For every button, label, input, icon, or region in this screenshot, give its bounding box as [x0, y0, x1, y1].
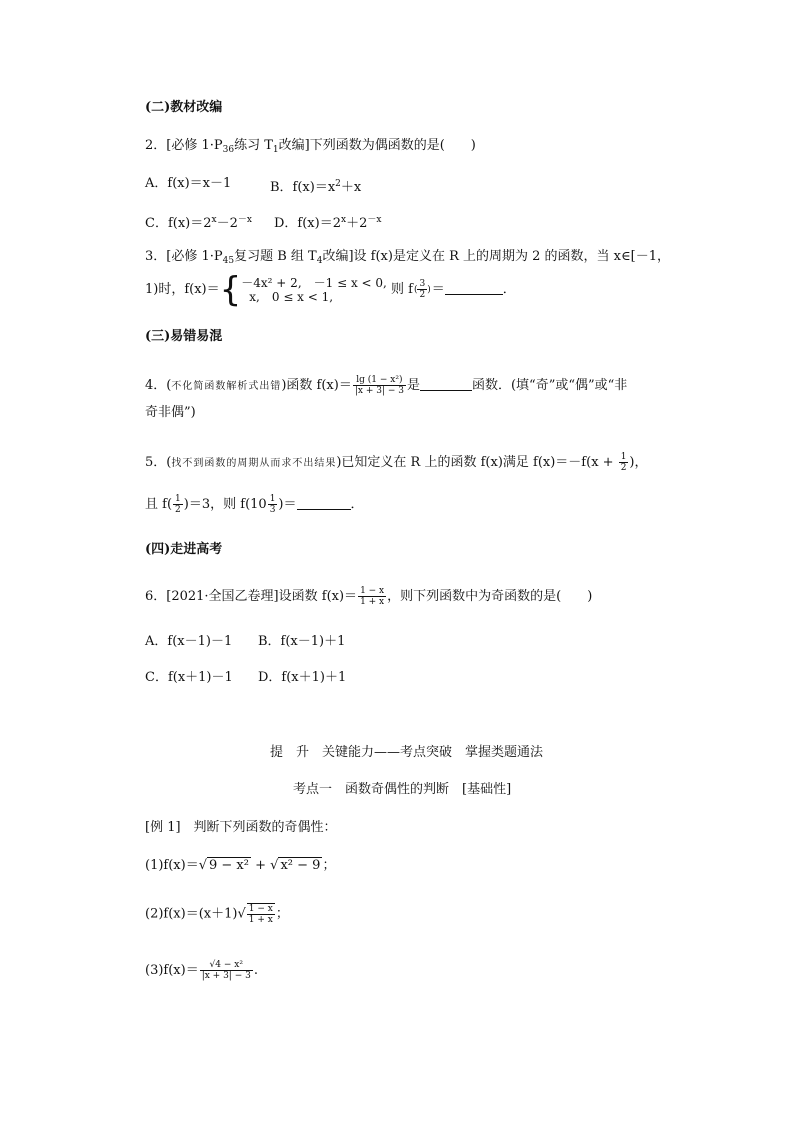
question-6-option-c: C．f(x＋1)－1	[145, 670, 233, 685]
question-2-option-a: A．f(x)＝x－1	[145, 176, 232, 191]
question-6-stem: 6．[2021·全国乙卷理]设函数 f(x)＝ $\frac{1 - x}{1 + x}$ ，则下列函数中为奇函数的是( )	[145, 586, 593, 607]
example-1-intro: [例 1] 判断下列函数的奇偶性：	[145, 820, 337, 835]
example-1-part-2: (2)f(x)＝(x＋1)√ $\frac{1 - x}{1 + x}$ ；	[145, 904, 289, 925]
question-6-option-d: D．f(x＋1)＋1	[258, 670, 347, 685]
answer-blank[interactable]	[445, 282, 503, 295]
question-2-option-c: C．$f(x)=2^x-2^{-x}$	[145, 215, 252, 231]
question-2-stem: 2．[必修 $1\cdot P_{36}$练习 $T_1$改编]下列函数为偶函数的是( )	[145, 138, 476, 155]
sqrt-symbol: √ 9 − x²	[198, 858, 249, 873]
section-subtitle: 考点一 函数奇偶性的判断 [基础性]	[293, 782, 512, 797]
question-4-stem: 4．(不化简函数解析式出错)函数 f(x)＝ $\frac{\text{lg (1 − x²)}}{|x + 3| - 3}$ 是 函数．(填“奇”或“偶”或“非	[145, 375, 628, 396]
sqrt-symbol: √ x² − 9	[270, 858, 321, 873]
question-6-option-b: B．f(x－1)＋1	[258, 634, 346, 649]
question-5-line2: 且 f( $\frac{1}{2}$ )＝3，则 f(10 $\frac{1}{3}$ )＝ ．	[145, 494, 364, 515]
question-3-stem: 3．[必修 $1\cdot P_{45}$复习题 B 组 $T_4$改编]设 f(x)是定义在 R 上的周期为 2 的函数，当 x∈[－1，	[145, 249, 670, 266]
question-6-option-a: A．f(x－1)－1	[145, 634, 233, 649]
fraction-p3: $\frac{\text{√4 − x²}}{|x + 3| - 3}$	[201, 960, 251, 981]
brace-symbol: {	[219, 269, 242, 310]
fraction-half: $\frac{1}{2}$	[620, 452, 627, 473]
sqrt-symbol: √ $\frac{1 - x}{1 + x}$	[237, 904, 273, 925]
piecewise-cases: －4x² + 2, －1 ≤ x < 0, x, 0 ≤ x < 1,	[241, 275, 387, 304]
fraction-half: $\frac{1}{2}$	[175, 494, 181, 515]
question-2-option-d: D．$f(x)=2^x+2^{-x}$	[274, 215, 382, 231]
fraction-third: $\frac{1}{3}$	[269, 494, 276, 515]
question-3-piecewise-line: 1)时，f(x)＝{ －4x² + 2, －1 ≤ x < 0, x, 0 ≤ x < 1, 则 f( $\frac{3}{2}$ )＝ ．	[145, 269, 516, 310]
fraction-3-2: ( $\frac{3}{2}$ )	[413, 279, 431, 300]
fraction-q6: $\frac{1 - x}{1 + x}$	[360, 586, 385, 607]
answer-blank[interactable]	[297, 497, 351, 510]
section-heading-textbook-adapted: (二)教材改编	[145, 100, 223, 115]
example-1-part-3: (3)f(x)＝ $\frac{\text{√4 − x²}}{|x + 3| - 3}$ .	[145, 960, 258, 981]
section-heading-error-prone: (三)易错易混	[145, 329, 223, 344]
example-1-part-1: (1)f(x)＝√ 9 − x² + √ x² − 9 ；	[145, 858, 336, 873]
section-heading-gaokao: (四)走进高考	[145, 542, 223, 557]
section-title: 提 升 关键能力——考点突破 掌握类题通法	[270, 745, 544, 760]
question-2-option-b: B．$f(x)=x^2+x$	[270, 179, 362, 195]
fraction-q4: $\frac{\text{lg (1 − x²)}}{|x + 3| - 3}$	[354, 375, 404, 396]
question-5-stem: 5．(找不到函数的周期从而求不出结果)已知定义在 R 上的函数 f(x)满足 f(x)＝－f(x + $\frac{1}{2}$ )，	[145, 452, 648, 473]
answer-blank[interactable]	[420, 378, 472, 391]
question-4-line2: 奇非偶”)	[145, 405, 196, 420]
